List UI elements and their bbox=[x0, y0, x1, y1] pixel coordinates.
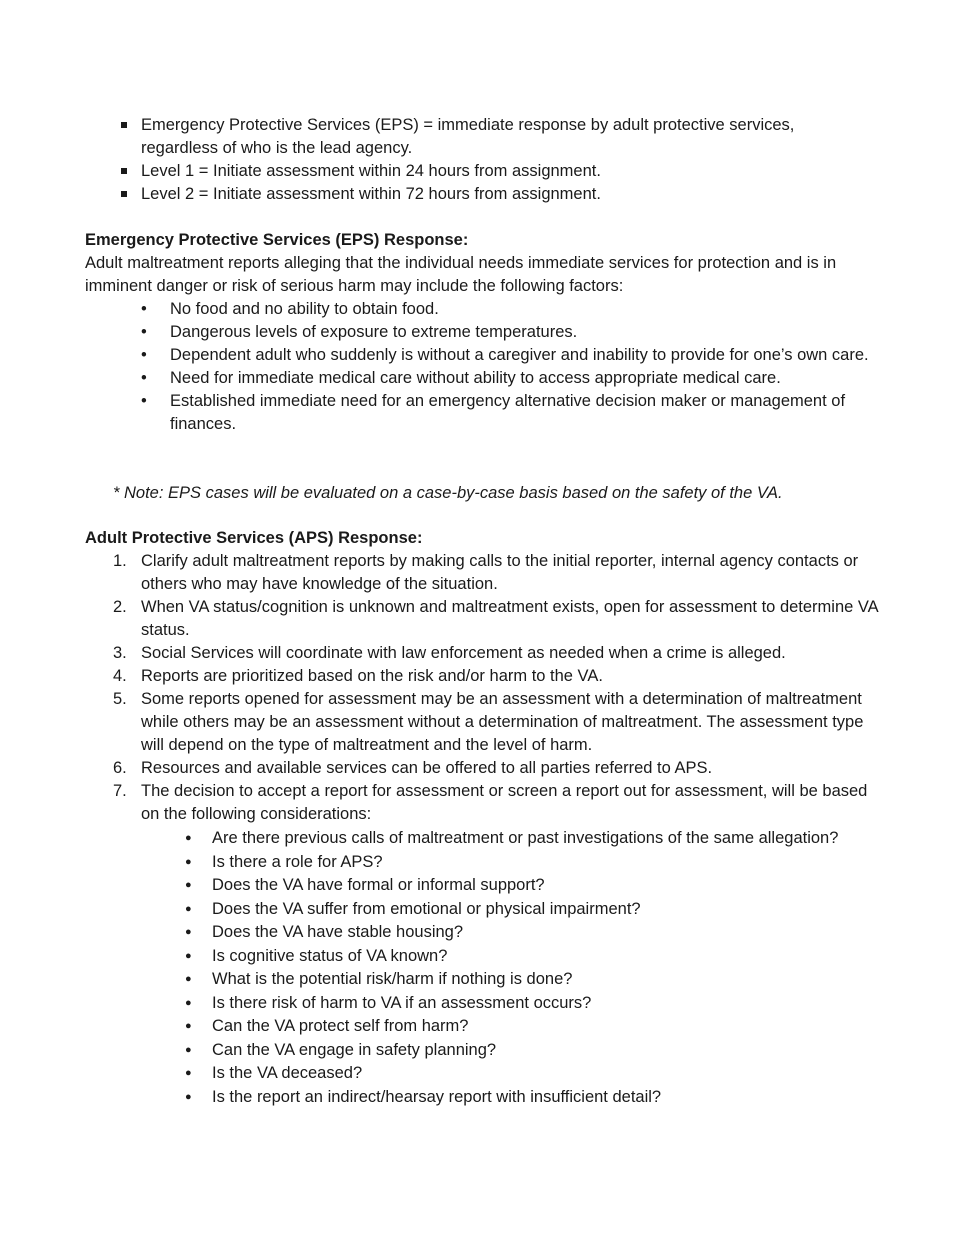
list-number: 5. bbox=[113, 690, 127, 708]
list-number: 1. bbox=[113, 552, 127, 570]
list-text: Resources and available services can be offered to all parties referred to APS. bbox=[141, 759, 713, 777]
list-item: Emergency Protective Services (EPS) = immediate response by adult protective services, regardless of who is the lead agency. bbox=[141, 114, 831, 160]
list-item: • No food and no ability to obtain food. bbox=[170, 298, 875, 321]
list-item bbox=[113, 757, 881, 780]
eps-intro: Adult maltreatment reports alleging that the individual needs immediate services for protection and is in imminent danger or risk of serious harm may include the following factors: bbox=[85, 254, 837, 295]
eps-section bbox=[85, 229, 875, 436]
list-item: ● Is the VA deceased? bbox=[212, 1062, 881, 1086]
list-item bbox=[113, 642, 881, 665]
list-number: 4. bbox=[113, 667, 127, 685]
list-number: 7. bbox=[113, 782, 127, 800]
response-level-list bbox=[141, 114, 831, 206]
list-item: ● Is there risk of harm to VA if an assessment occurs? bbox=[212, 992, 881, 1016]
eps-factor-list bbox=[170, 298, 875, 436]
list-item: • Dangerous levels of exposure to extreme temperatures. bbox=[170, 321, 875, 344]
aps-section bbox=[85, 527, 878, 1109]
list-item bbox=[113, 550, 881, 596]
list-item: ● Is there a role for APS? bbox=[212, 851, 881, 875]
list-item: • Established immediate need for an emergency alternative decision maker or management of finances. bbox=[170, 390, 875, 436]
aps-steps-list bbox=[113, 550, 881, 1109]
consideration-list bbox=[212, 827, 881, 1109]
list-item: ● Are there previous calls of maltreatment or past investigations of the same allegation? bbox=[212, 827, 881, 851]
eps-note: * Note: EPS cases will be evaluated on a case-by-case basis based on the safety of the VA. bbox=[113, 484, 783, 502]
list-item: ● Does the VA suffer from emotional or physical impairment? bbox=[212, 898, 881, 922]
list-item bbox=[113, 688, 881, 757]
list-item: Level 1 = Initiate assessment within 24 hours from assignment. bbox=[141, 160, 831, 183]
list-number: 2. bbox=[113, 598, 127, 616]
list-number: 6. bbox=[113, 759, 127, 777]
list-text: The decision to accept a report for assessment or screen a report out for assessment, will be based on the following considerations: bbox=[141, 782, 868, 823]
list-text: When VA status/cognition is unknown and maltreatment exists, open for assessment to determine VA status. bbox=[141, 598, 878, 639]
list-item bbox=[113, 780, 881, 1109]
list-text: Reports are prioritized based on the risk and/or harm to the VA. bbox=[141, 667, 603, 685]
list-item: ● Does the VA have stable housing? bbox=[212, 921, 881, 945]
list-item: ● Can the VA protect self from harm? bbox=[212, 1015, 881, 1039]
list-item: • Need for immediate medical care without ability to access appropriate medical care. bbox=[170, 367, 875, 390]
aps-heading: Adult Protective Services (APS) Response: bbox=[85, 529, 423, 547]
list-item: ● Can the VA engage in safety planning? bbox=[212, 1039, 881, 1063]
list-text: Some reports opened for assessment may be an assessment with a determination of maltreatment while others may be an assessment without a determination of maltreatment. The assessment type will depend on the type of maltreatment and the level of harm. bbox=[141, 690, 864, 754]
list-item bbox=[113, 596, 881, 642]
list-item: ● Is the report an indirect/hearsay report with insufficient detail? bbox=[212, 1086, 881, 1110]
list-item: ● What is the potential risk/harm if nothing is done? bbox=[212, 968, 881, 992]
list-item bbox=[113, 665, 881, 688]
list-text: Social Services will coordinate with law enforcement as needed when a crime is alleged. bbox=[141, 644, 786, 662]
list-text: Clarify adult maltreatment reports by making calls to the initial reporter, internal agency contacts or others who may have knowledge of the situation. bbox=[141, 552, 859, 593]
list-item: ● Does the VA have formal or informal support? bbox=[212, 874, 881, 898]
eps-heading: Emergency Protective Services (EPS) Response: bbox=[85, 231, 469, 249]
list-item: ● Is cognitive status of VA known? bbox=[212, 945, 881, 969]
list-item: Level 2 = Initiate assessment within 72 hours from assignment. bbox=[141, 183, 831, 206]
list-number: 3. bbox=[113, 644, 127, 662]
list-item: • Dependent adult who suddenly is without a caregiver and inability to provide for one’s own care. bbox=[170, 344, 875, 367]
